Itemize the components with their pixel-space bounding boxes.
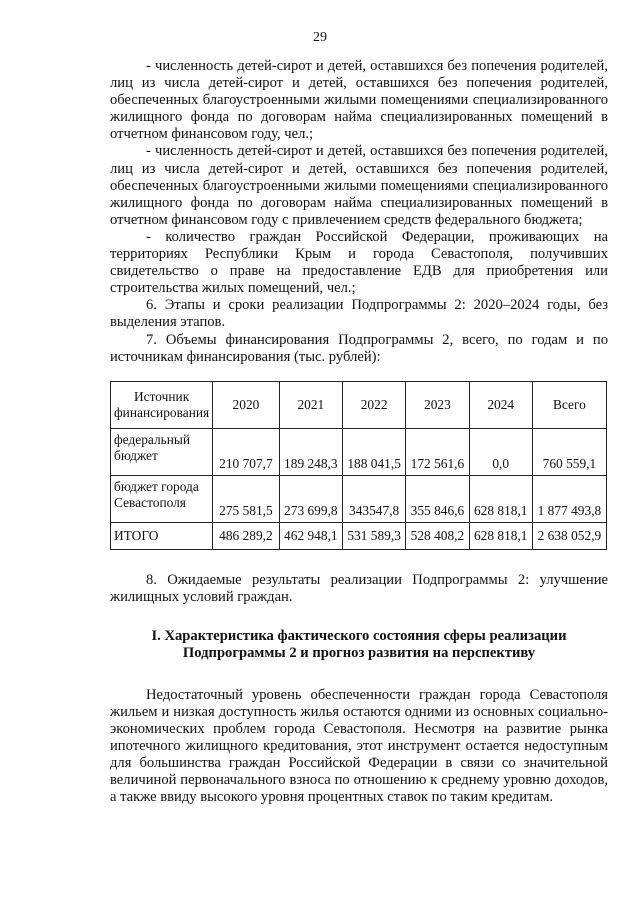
table-header-row <box>111 381 607 428</box>
table-cell: 343547,8 <box>342 475 405 522</box>
table-cell: 1 877 493,8 <box>532 475 606 522</box>
table-cell: 273 699,8 <box>279 475 342 522</box>
table-cell: 172 561,6 <box>406 428 469 475</box>
table-cell: 210 707,7 <box>213 428 279 475</box>
table-cell: 2 638 052,9 <box>532 522 606 549</box>
table-cell: 462 948,1 <box>279 522 342 549</box>
table-cell: 528 408,2 <box>406 522 469 549</box>
table-header-cell: Источник финансирования <box>111 381 213 428</box>
table-cell: 531 589,3 <box>342 522 405 549</box>
page-number: 29 <box>313 30 327 45</box>
table-header-cell: 2023 <box>406 381 469 428</box>
paragraph-orphans-federal-count: - численность детей-сирот и детей, оставшихся без попечения родителей, лиц из числа детей-сирот и детей, оставшихся без попечения родителей, обеспеченных благоустроенными жилыми помещениями специализированного жилищного фонда по договорам найма специализированных помещений в отчетном финансовом году с привлечением средств федерального бюджета; <box>110 143 608 228</box>
table-cell: 760 559,1 <box>532 428 606 475</box>
table-cell: 275 581,5 <box>213 475 279 522</box>
table-cell-source: бюджет города Севастополя <box>111 475 213 522</box>
table-cell: 628 818,1 <box>469 475 532 522</box>
table-cell-source: ИТОГО <box>111 522 213 549</box>
table-cell-source: федеральный бюджет <box>111 428 213 475</box>
table-row-total <box>111 522 607 549</box>
paragraph-stages-terms: 6. Этапы и сроки реализации Подпрограммы 2: 2020–2024 годы, без выделения этапов. <box>110 297 608 331</box>
table-row <box>111 428 607 475</box>
table-cell: 355 846,6 <box>406 475 469 522</box>
table-cell: 486 289,2 <box>213 522 279 549</box>
table-cell: 0,0 <box>469 428 532 475</box>
table-header-cell: 2024 <box>469 381 532 428</box>
table-cell: 188 041,5 <box>342 428 405 475</box>
section-heading-line: I. Характеристика фактического состояния сферы реализации <box>151 627 567 644</box>
paragraph-edv-recipients: - количество граждан Российской Федерации, проживающих на территориях Республики Крым и города Севастополя, получивших свидетельство о праве на предоставление ЕДВ для приобретения или строительства жилых помещений, чел.; <box>110 228 608 297</box>
table-header-cell: Всего <box>532 381 606 428</box>
paragraph-orphans-count: - численность детей-сирот и детей, оставшихся без попечения родителей, лиц из числа детей-сирот и детей, оставшихся без попечения родителей, обеспеченных благоустроенными жилыми помещениями специализированного жилищного фонда по договорам найма специализированных помещений в отчетном финансовом году, чел.; <box>110 58 608 143</box>
document-body <box>110 58 608 807</box>
table-cell: 189 248,3 <box>279 428 342 475</box>
paragraph-funding-volumes: 7. Объемы финансирования Подпрограммы 2, всего, по годам и по источникам финансирования (тыс. рублей): <box>110 331 608 365</box>
table-header-cell: 2021 <box>279 381 342 428</box>
table-row <box>111 475 607 522</box>
table-header-cell: 2020 <box>213 381 279 428</box>
table-cell: 628 818,1 <box>469 522 532 549</box>
paragraph-expected-results: 8. Ожидаемые результаты реализации Подпрограммы 2: улучшение жилищных условий граждан. <box>110 571 608 605</box>
section-heading <box>110 628 608 663</box>
table-header-cell: 2022 <box>342 381 405 428</box>
funding-table <box>110 381 607 550</box>
section-heading-line: Подпрограммы 2 и прогноз развития на перспективу <box>182 645 536 662</box>
section-body-paragraph: Недостаточный уровень обеспеченности граждан города Севастополя жильем и низкая доступность жилья остаются одними из основных социально-экономических проблем города Севастополя. Несмотря на развитие рынка ипотечного жилищного кредитования, этот инструмент остается недоступным для большинства граждан Российской Федерации в связи со значительной величиной первоначального взноса по отношению к среднему уровню доходов, а также ввиду высокого уровня процентных ставок по таким кредитам. <box>110 686 608 806</box>
